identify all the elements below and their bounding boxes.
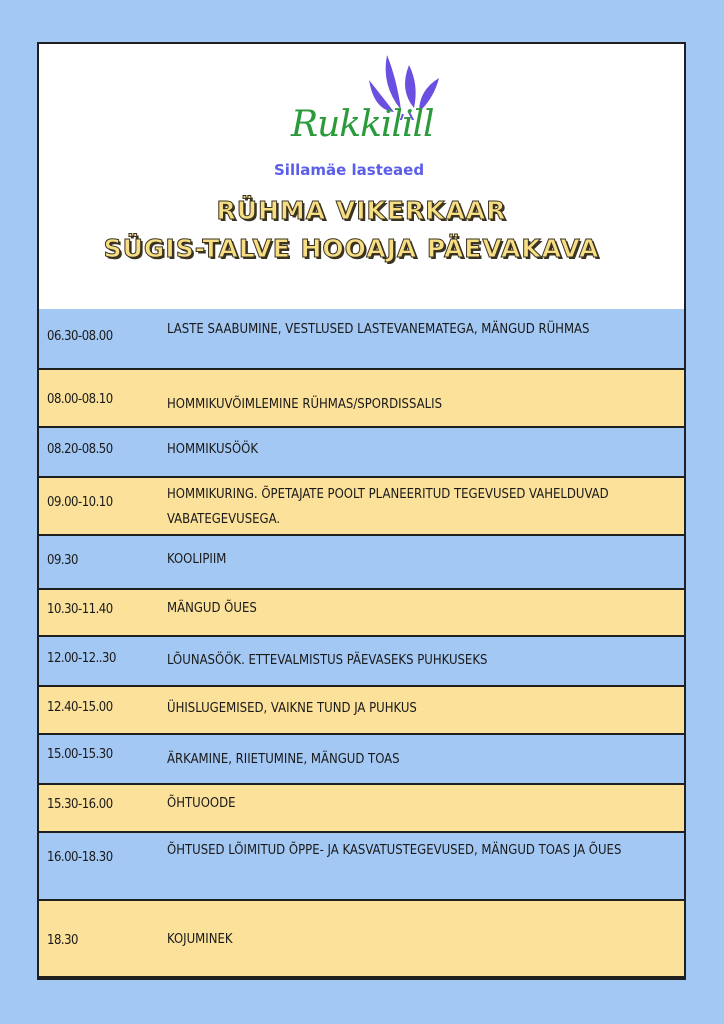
schedule-row <box>39 309 684 370</box>
schedule-activity: ÕHTUSED LÕIMITUD ÕPPE- JA KASVATUSTEGEVUSED, MÄNGUD TOAS JA ÕUES <box>167 843 622 858</box>
schedule-activity: HOMMIKUSÖÖK <box>167 442 259 457</box>
schedule-row <box>39 428 684 478</box>
header <box>39 44 684 311</box>
schedule-time: 16.00-18.30 <box>47 850 113 865</box>
schedule-row <box>39 478 684 536</box>
schedule-time: 09.00-10.10 <box>47 495 113 510</box>
schedule-sheet <box>37 42 686 980</box>
schedule-time: 12.00-12..30 <box>47 651 116 666</box>
logo-wordmark: Rukkilill <box>291 104 434 145</box>
schedule-activity: LÕUNASÖÖK. ETTEVALMISTUS PÄEVASEKS PUHKUSEKS <box>167 653 488 668</box>
schedule-time: 10.30-11.40 <box>47 602 113 617</box>
schedule-time: 18.30 <box>47 933 78 948</box>
schedule-activity: HOMMIKUVÕIMLEMINE RÜHMAS/SPORDISSALIS <box>167 397 443 412</box>
schedule-time: 08.00-08.10 <box>47 392 113 407</box>
schedule-time: 15.30-16.00 <box>47 797 113 812</box>
schedule-activity: KOJUMINEK <box>167 932 233 947</box>
schedule-activity: KOOLIPIIM <box>167 552 227 567</box>
logo-subtitle: Sillamäe lasteaed <box>274 161 425 179</box>
schedule-time: 09.30 <box>47 553 78 568</box>
page-title-line2: SÜGIS-TALVE HOOAJA PÄEVAKAVA <box>103 234 600 263</box>
schedule-row <box>39 637 684 687</box>
schedule-activity: HOMMIKURING. ÕPETAJATE POOLT PLANEERITUD TEGEVUSED VAHELDUVAD VABATEGEVUSEGA. <box>167 487 609 527</box>
schedule-time: 12.40-15.00 <box>47 700 113 715</box>
schedule-row <box>39 735 684 785</box>
schedule-activity: ÕHTUOODE <box>167 796 236 811</box>
page-title-line1: RÜHMA VIKERKAAR <box>216 196 507 225</box>
schedule-activity: MÄNGUD ÕUES <box>167 601 257 616</box>
schedule-activity: ÜHISLUGEMISED, VAIKNE TUND JA PUHKUS <box>167 701 417 716</box>
schedule-row <box>39 590 684 637</box>
schedule-activity: LASTE SAABUMINE, VESTLUSED LASTEVANEMATEGA, MÄNGUD RÜHMAS <box>167 322 590 337</box>
schedule-time: 08.20-08.50 <box>47 442 113 457</box>
schedule-row <box>39 833 684 901</box>
schedule-row <box>39 536 684 590</box>
schedule-row <box>39 785 684 833</box>
schedule-row <box>39 687 684 735</box>
schedule-row <box>39 370 684 428</box>
schedule-row <box>39 901 684 978</box>
schedule-activity: ÄRKAMINE, RIIETUMINE, MÄNGUD TOAS <box>167 752 400 767</box>
schedule-time: 06.30-08.00 <box>47 329 113 344</box>
schedule-time: 15.00-15.30 <box>47 747 113 762</box>
